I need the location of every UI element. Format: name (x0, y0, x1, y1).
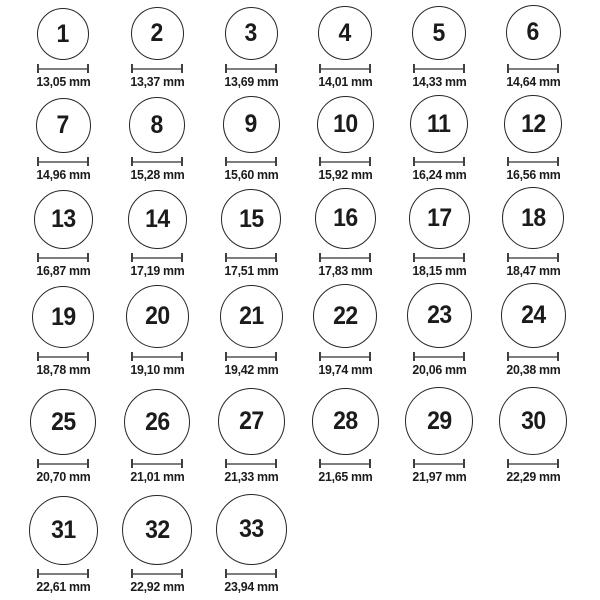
diameter-label: 21,97 mm (411, 469, 467, 484)
size-circle (129, 97, 185, 153)
ring-size-item (392, 283, 486, 383)
diameter-measure-line (507, 157, 559, 166)
diameter-measure-line (225, 157, 277, 166)
ring-size-item (298, 96, 392, 188)
diameter-label: 14,01 mm (317, 74, 373, 89)
diameter-measure-line (131, 157, 183, 166)
diameter-measure-line (37, 64, 89, 73)
diameter-measure-line (319, 253, 371, 262)
size-number: 32 (144, 515, 170, 544)
diameter-label: 15,92 mm (317, 167, 373, 182)
measure-bar (509, 463, 557, 465)
diameter-measure-line (37, 157, 89, 166)
ring-size-item (204, 189, 298, 284)
ring-size-item (16, 496, 110, 600)
ring-size-item (110, 389, 204, 490)
ring-size-item (110, 495, 204, 600)
size-circle (131, 7, 184, 60)
ring-size-item (298, 388, 392, 490)
size-number: 7 (56, 111, 70, 139)
diameter-measure-line (37, 253, 89, 262)
ring-size-item (204, 7, 298, 95)
measure-bar (321, 161, 369, 163)
size-number: 23 (426, 301, 452, 329)
size-number: 3 (244, 19, 258, 47)
diameter-measure-line (225, 64, 277, 73)
diameter-label: 20,70 mm (35, 469, 91, 484)
size-circle (126, 285, 189, 348)
size-circle (30, 389, 96, 455)
size-number: 1 (56, 19, 70, 48)
size-circle (122, 495, 192, 565)
diameter-measure-line (507, 64, 559, 73)
measure-bar (39, 68, 87, 70)
size-circle (412, 6, 466, 60)
size-number: 9 (244, 110, 258, 138)
size-circle (221, 189, 281, 249)
size-circle (34, 190, 93, 249)
ring-size-item (16, 389, 110, 490)
ring-size-item (486, 95, 580, 188)
size-number: 10 (332, 110, 358, 138)
size-number: 26 (144, 407, 170, 436)
size-circle (128, 190, 187, 249)
size-number: 13 (50, 205, 76, 233)
size-number: 27 (238, 407, 264, 435)
diameter-measure-line (37, 352, 89, 361)
diameter-measure-line (225, 352, 277, 361)
measure-bar (321, 257, 369, 259)
size-row (16, 95, 580, 187)
diameter-measure-line (507, 352, 559, 361)
ring-size-item (486, 283, 580, 383)
diameter-label: 22,61 mm (35, 579, 91, 594)
size-number: 6 (526, 18, 540, 46)
size-number: 18 (520, 203, 546, 232)
diameter-label: 19,42 mm (223, 362, 279, 377)
diameter-label: 20,38 mm (505, 362, 561, 377)
diameter-label: 21,33 mm (223, 469, 279, 484)
size-circle (36, 98, 91, 153)
measure-bar (39, 356, 87, 358)
diameter-label: 18,15 mm (411, 263, 467, 278)
size-number: 28 (332, 407, 358, 435)
size-number: 5 (432, 18, 446, 47)
diameter-measure-line (319, 157, 371, 166)
diameter-measure-line (225, 253, 277, 262)
measure-bar (415, 257, 463, 259)
diameter-label: 22,92 mm (129, 579, 185, 594)
size-number: 12 (520, 109, 546, 138)
size-number: 11 (427, 109, 451, 138)
diameter-label: 19,74 mm (317, 362, 373, 377)
diameter-measure-line (319, 352, 371, 361)
diameter-label: 19,10 mm (129, 362, 185, 377)
measure-bar (509, 161, 557, 163)
ring-size-item (298, 188, 392, 284)
measure-bar (509, 68, 557, 70)
size-circle (318, 6, 372, 60)
size-circle (225, 7, 278, 60)
measure-bar (133, 463, 181, 465)
ring-size-item (204, 494, 298, 600)
ring-size-item (298, 284, 392, 383)
size-number: 22 (332, 301, 358, 330)
ring-size-item (204, 96, 298, 188)
size-number: 16 (332, 204, 358, 232)
size-circle (504, 95, 562, 153)
diameter-label: 17,51 mm (223, 263, 279, 278)
measure-bar (133, 257, 181, 259)
diameter-label: 16,24 mm (411, 167, 467, 182)
ring-size-item (110, 7, 204, 95)
size-circle (312, 388, 379, 455)
size-circle (216, 494, 287, 565)
size-number: 4 (338, 18, 352, 47)
ring-size-item (204, 388, 298, 490)
diameter-measure-line (37, 569, 89, 578)
size-row (16, 283, 580, 383)
ring-size-item (204, 285, 298, 383)
measure-bar (509, 356, 557, 358)
size-circle (506, 5, 561, 60)
measure-bar (39, 573, 87, 575)
ring-size-item (16, 190, 110, 284)
size-circle (29, 496, 98, 565)
size-circle (315, 188, 376, 249)
diameter-label: 17,83 mm (317, 263, 373, 278)
diameter-label: 21,01 mm (129, 469, 185, 484)
measure-bar (227, 257, 275, 259)
ring-size-item (392, 6, 486, 95)
size-circle (409, 188, 470, 249)
size-number: 15 (238, 204, 264, 233)
diameter-label: 14,33 mm (411, 74, 467, 89)
measure-bar (227, 356, 275, 358)
ring-size-item (392, 387, 486, 490)
size-circle (499, 387, 567, 455)
diameter-measure-line (507, 459, 559, 468)
measure-bar (415, 356, 463, 358)
diameter-label: 14,96 mm (35, 167, 91, 182)
ring-size-item (110, 97, 204, 188)
ring-size-item (392, 95, 486, 188)
size-circle (124, 389, 190, 455)
size-circle (501, 283, 566, 348)
size-number: 8 (150, 110, 164, 139)
size-circle (37, 8, 89, 60)
diameter-measure-line (319, 64, 371, 73)
size-circle (218, 388, 285, 455)
ring-size-item (486, 387, 580, 490)
diameter-measure-line (131, 459, 183, 468)
measure-bar (227, 68, 275, 70)
size-circle (407, 283, 472, 348)
diameter-label: 22,29 mm (505, 469, 561, 484)
diameter-label: 20,06 mm (411, 362, 467, 377)
size-row (16, 383, 580, 490)
diameter-label: 16,56 mm (505, 167, 561, 182)
diameter-measure-line (507, 253, 559, 262)
size-circle (313, 284, 377, 348)
ring-size-item (486, 187, 580, 284)
diameter-measure-line (413, 253, 465, 262)
diameter-label: 13,37 mm (129, 74, 185, 89)
diameter-measure-line (413, 64, 465, 73)
measure-bar (39, 257, 87, 259)
diameter-measure-line (225, 569, 277, 578)
size-circle (405, 387, 473, 455)
diameter-measure-line (131, 253, 183, 262)
diameter-label: 13,05 mm (35, 74, 91, 89)
size-circle (223, 96, 280, 153)
measure-bar (227, 463, 275, 465)
measure-bar (415, 463, 463, 465)
diameter-label: 21,65 mm (317, 469, 373, 484)
diameter-label: 15,60 mm (223, 167, 279, 182)
size-number: 25 (50, 407, 76, 436)
size-number: 24 (520, 301, 546, 329)
size-number: 19 (50, 302, 76, 331)
diameter-measure-line (131, 352, 183, 361)
size-number: 29 (426, 406, 452, 435)
diameter-measure-line (131, 64, 183, 73)
ring-size-item (486, 5, 580, 95)
size-number: 2 (150, 19, 164, 47)
measure-bar (133, 356, 181, 358)
diameter-measure-line (37, 459, 89, 468)
size-row (16, 490, 580, 600)
size-number: 14 (144, 205, 170, 233)
size-number: 31 (50, 516, 76, 544)
size-number: 20 (144, 302, 170, 330)
measure-bar (133, 161, 181, 163)
measure-bar (39, 161, 87, 163)
size-row (16, 0, 580, 95)
measure-bar (227, 573, 275, 575)
measure-bar (321, 68, 369, 70)
size-circle (32, 286, 94, 348)
diameter-measure-line (413, 157, 465, 166)
ring-size-item (16, 286, 110, 383)
size-number: 17 (426, 204, 452, 232)
size-row (16, 187, 580, 283)
diameter-label: 23,94 mm (223, 579, 279, 594)
measure-bar (133, 573, 181, 575)
measure-bar (509, 257, 557, 259)
ring-size-item (392, 188, 486, 284)
measure-bar (39, 463, 87, 465)
measure-bar (415, 68, 463, 70)
diameter-measure-line (413, 459, 465, 468)
measure-bar (321, 463, 369, 465)
diameter-label: 15,28 mm (129, 167, 185, 182)
measure-bar (133, 68, 181, 70)
ring-size-item (16, 8, 110, 95)
size-circle (220, 285, 283, 348)
ring-size-item (298, 6, 392, 95)
measure-bar (321, 356, 369, 358)
size-circle (317, 96, 374, 153)
diameter-label: 16,87 mm (35, 263, 91, 278)
size-number: 33 (238, 515, 264, 543)
diameter-measure-line (413, 352, 465, 361)
diameter-label: 18,47 mm (505, 263, 561, 278)
ring-size-item (110, 190, 204, 284)
measure-bar (227, 161, 275, 163)
diameter-measure-line (131, 569, 183, 578)
diameter-label: 17,19 mm (129, 263, 185, 278)
ring-size-item (110, 285, 204, 383)
diameter-label: 18,78 mm (35, 362, 91, 377)
size-number: 30 (520, 406, 546, 435)
diameter-measure-line (319, 459, 371, 468)
measure-bar (415, 161, 463, 163)
diameter-label: 14,64 mm (505, 74, 561, 89)
size-circle (410, 95, 468, 153)
size-number: 21 (238, 302, 264, 330)
diameter-measure-line (225, 459, 277, 468)
diameter-label: 13,69 mm (223, 74, 279, 89)
ring-size-item (16, 98, 110, 188)
size-circle (502, 187, 564, 249)
